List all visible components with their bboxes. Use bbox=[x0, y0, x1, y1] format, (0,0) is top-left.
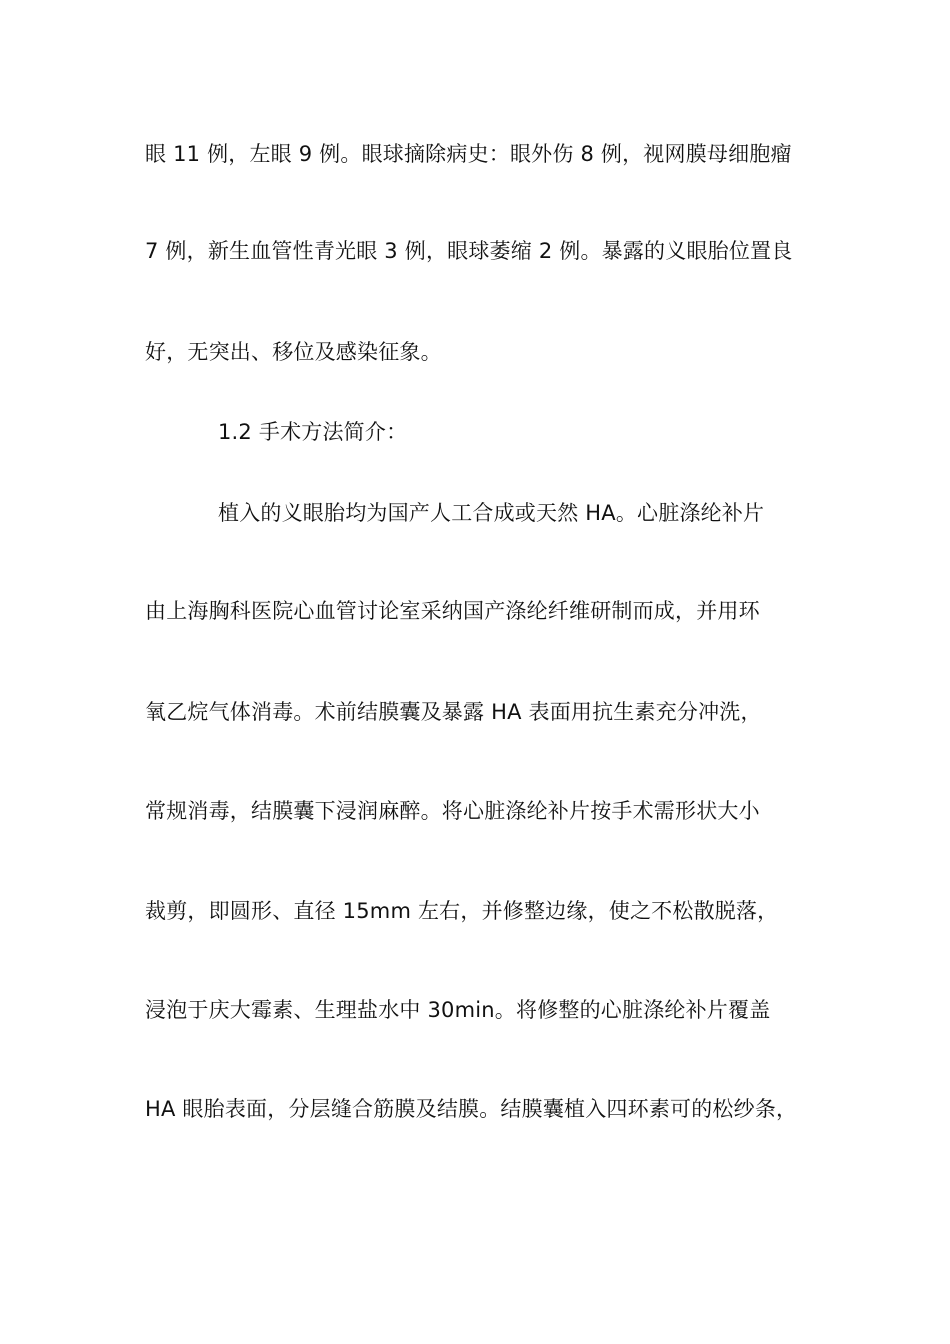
text-line-3: 好，无突出、移位及感染征象。 bbox=[145, 340, 442, 364]
text-line-2: 7 例，新生血管性青光眼 3 例，眼球萎缩 2 例。暴露的义眼胎位置良 bbox=[145, 239, 793, 263]
text-line-9: 裁剪，即圆形、直径 15mm 左右，并修整边缘，使之不松散脱落， bbox=[145, 899, 779, 923]
text-line-11: HA 眼胎表面，分层缝合筋膜及结膜。结膜囊植入四环素可的松纱条， bbox=[145, 1097, 798, 1121]
text-line-7: 氧乙烷气体消毒。术前结膜囊及暴露 HA 表面用抗生素充分冲洗， bbox=[145, 700, 762, 724]
section-heading: 1.2 手术方法简介： bbox=[218, 420, 408, 444]
text-line-6: 由上海胸科医院心血管讨论室采纳国产涤纶纤维研制而成，并用环 bbox=[145, 599, 760, 623]
text-line-1: 眼 11 例，左眼 9 例。眼球摘除病史：眼外伤 8 例，视网膜母细胞瘤 bbox=[145, 142, 792, 166]
text-line-10: 浸泡于庆大霉素、生理盐水中 30min。将修整的心脏涤纶补片覆盖 bbox=[145, 998, 771, 1022]
text-line-8: 常规消毒，结膜囊下浸润麻醉。将心脏涤纶补片按手术需形状大小 bbox=[145, 799, 760, 823]
text-line-5: 植入的义眼胎均为国产人工合成或天然 HA。心脏涤纶补片 bbox=[218, 501, 765, 525]
